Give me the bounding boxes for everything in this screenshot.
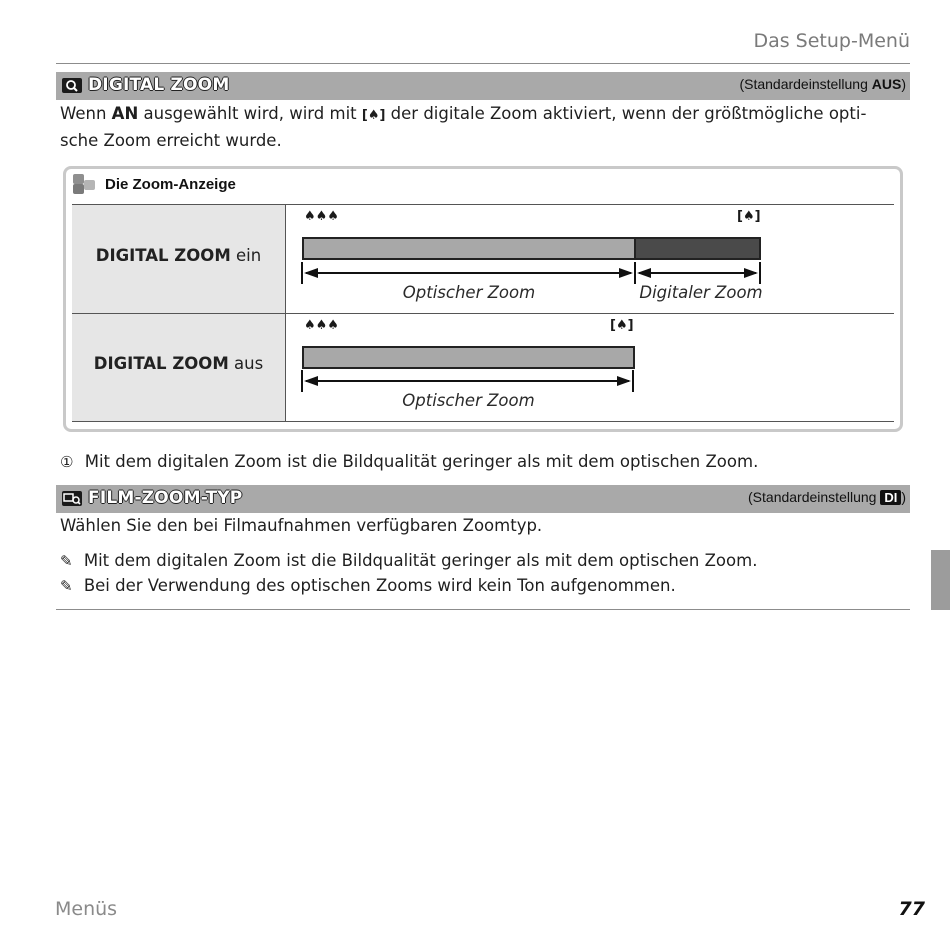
optical-zoom-bar-row2 [302,346,635,369]
default-prefix: (Standardeinstellung [739,76,872,92]
section-end-divider [56,609,910,610]
film-zoom-note-2-text: Bei der Verwendung des optischen Zooms wird kein Ton aufgenommen. [83,576,676,595]
tele-icon: [♠] [361,108,386,123]
table-bottom-line [72,421,894,422]
hint-hex-icon-1 [73,174,84,184]
movie-zoom-icon [62,491,82,506]
digital-zoom-title-text: DIGITAL ZOOM [88,75,230,95]
film-zoom-note-1 [60,548,910,574]
note-pencil-icon: ✎ [60,577,73,595]
default-suffix: ) [901,76,906,92]
caution-icon: ① [60,453,74,471]
page-header-title: Das Setup-Menü [753,30,910,52]
digital-zoom-caption-row1: Digitaler Zoom [639,283,763,302]
description-line-2: sche Zoom erreicht wurde. [60,131,282,150]
film-zoom-description: Wählen Sie den bei Filmaufnahmen verfügbaren Zoomtyp. [60,516,543,535]
row-label-on-bold: DIGITAL ZOOM [95,246,231,265]
optical-zoom-bar-row1 [302,237,636,260]
desc-bold: AN [111,104,139,123]
hint-hex-icon-3 [73,184,84,194]
caution-note [60,449,910,475]
film-zoom-default [748,489,906,505]
tele-icon-row2: [♠] [610,318,634,333]
film-default-prefix: (Standardeinstellung [748,489,881,505]
zoom-box-title: Die Zoom-Anzeige [105,176,236,193]
desc-part-3: der digitale Zoom aktiviert, wenn der größtmögliche opti- [385,104,867,123]
optical-zoom-caption-row2: Optischer Zoom [402,391,535,410]
header-divider [56,63,910,64]
desc-part-2: ausgewählt wird, wird mit [138,104,362,123]
note-pencil-icon: ✎ [60,552,73,570]
digital-zoom-section-bar [56,72,910,100]
row-label-off-rest: aus [228,354,264,373]
optical-zoom-caption-row1: Optischer Zoom [402,283,536,302]
wide-icon-row2: ♠♠♠ [304,318,339,333]
hint-hex-icon-2 [84,180,95,190]
film-zoom-note-1-text: Mit dem digitalen Zoom ist die Bildqualität geringer als mit dem optischen Zoom. [83,551,758,570]
digital-zoom-bar-row1 [636,237,761,260]
table-column-divider [285,205,286,421]
caution-note-text: Mit dem digitalen Zoom ist die Bildqualität geringer als mit dem optischen Zoom. [84,452,759,471]
digital-zoom-default [739,76,906,92]
digital-zoom-description [60,101,910,153]
wide-icon-row1: ♠♠♠ [304,209,339,224]
row-label-off-bold: DIGITAL ZOOM [93,354,229,373]
description-line-1 [60,101,910,128]
film-zoom-section-bar [56,485,910,513]
film-zoom-note-2 [60,573,910,599]
digital-zoom-title [62,75,229,95]
film-zoom-title [62,488,242,508]
row-label-on [72,246,285,265]
chapter-side-tab [931,550,950,610]
page-number: 77 [898,898,925,920]
footer-section-name: Menüs [55,898,118,920]
digital-zoom-type-icon: DI [880,490,901,505]
magnifier-icon [62,78,82,93]
tele-icon-row1: [♠] [737,209,761,224]
row-label-on-rest: ein [230,246,262,265]
desc-part-1: Wenn [60,104,112,123]
row-label-off [72,354,285,373]
film-default-suffix: ) [901,489,906,505]
default-value: AUS [871,76,902,92]
film-zoom-title-text: FILM-ZOOM-TYP [88,488,243,508]
